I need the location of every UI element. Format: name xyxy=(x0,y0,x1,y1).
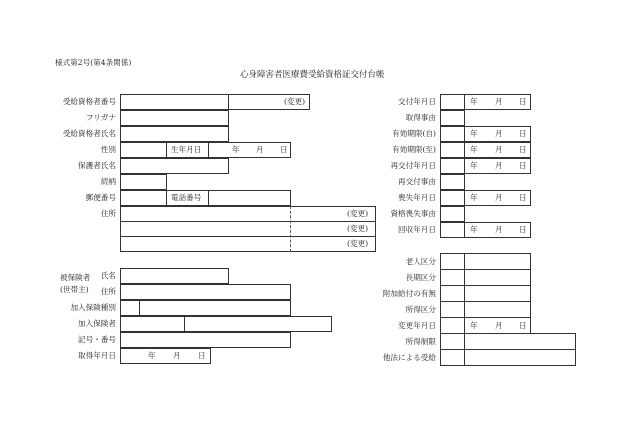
income-class-field[interactable] xyxy=(440,301,531,318)
birthdate-month-unit: 月 xyxy=(256,145,264,154)
furigana-field[interactable] xyxy=(120,110,229,126)
valid-from-label: 有効期限(自) xyxy=(392,129,436,138)
income-limit-label: 所得制限 xyxy=(405,337,436,346)
divider xyxy=(208,142,209,158)
reissue-year-unit: 年 xyxy=(470,161,478,170)
divider xyxy=(166,142,167,158)
divider xyxy=(464,349,465,366)
long-term-label: 長期区分 xyxy=(405,273,436,282)
insured-address-field[interactable] xyxy=(120,284,291,300)
change-month-unit: 月 xyxy=(495,321,503,330)
divider xyxy=(464,126,465,142)
divider xyxy=(464,317,465,334)
divider xyxy=(464,269,465,286)
page-title: 心身障害者医療費受給資格証交付台帳 xyxy=(240,70,385,80)
recipient-number-label: 受給資格者番号 xyxy=(62,97,116,106)
reissue-month-unit: 月 xyxy=(495,161,503,170)
acquired-month-unit: 月 xyxy=(173,351,181,360)
loss-day-unit: 日 xyxy=(519,193,527,202)
divider xyxy=(464,142,465,158)
loss-date-label: 喪失年月日 xyxy=(398,193,436,202)
issue-day-unit: 日 xyxy=(519,97,527,106)
recipient-number-field[interactable] xyxy=(120,94,310,110)
issue-date-label: 交付年月日 xyxy=(398,97,436,106)
reissue-reason-field[interactable] xyxy=(440,174,465,190)
change-day-unit: 日 xyxy=(519,321,527,330)
insured-address-label: 住所 xyxy=(100,287,116,296)
symbol-number-field[interactable] xyxy=(120,332,291,348)
insurance-type-label: 加入保険種別 xyxy=(70,303,116,312)
recipient-number-change: (変更) xyxy=(284,97,306,106)
address-change-1: (変更) xyxy=(347,209,369,218)
other-law-label: 他法による受給 xyxy=(382,353,436,362)
issue-date-field[interactable] xyxy=(440,94,531,110)
loss-month-unit: 月 xyxy=(495,193,503,202)
additional-benefit-label: 附加給付の有無 xyxy=(382,289,436,298)
elderly-field[interactable] xyxy=(440,253,531,270)
reissue-date-field[interactable] xyxy=(440,158,531,174)
divider xyxy=(464,285,465,302)
relationship-label: 続柄 xyxy=(100,177,116,186)
issue-month-unit: 月 xyxy=(495,97,503,106)
postal-phone-row xyxy=(120,190,291,206)
address-change-3: (変更) xyxy=(347,239,369,248)
change-date-label: 変更年月日 xyxy=(398,321,436,330)
valid-to-field[interactable] xyxy=(440,142,531,158)
change-year-unit: 年 xyxy=(470,321,478,330)
income-limit-field[interactable] xyxy=(440,333,576,350)
collect-month-unit: 月 xyxy=(495,225,503,234)
acquired-year-unit: 年 xyxy=(148,351,156,360)
symbol-number-label: 記号・番号 xyxy=(78,335,116,344)
valid-to-month-unit: 月 xyxy=(495,145,503,154)
reissue-day-unit: 日 xyxy=(519,161,527,170)
birthdate-label: 生年月日 xyxy=(171,145,202,154)
divider xyxy=(139,300,140,316)
other-law-field[interactable] xyxy=(440,349,576,366)
change-date-field[interactable] xyxy=(440,317,531,334)
acquired-day-unit: 日 xyxy=(198,351,206,360)
insurance-type-field[interactable] xyxy=(120,300,291,316)
divider xyxy=(464,301,465,318)
insurer-field[interactable] xyxy=(120,316,332,332)
valid-from-year-unit: 年 xyxy=(470,129,478,138)
collect-year-unit: 年 xyxy=(470,225,478,234)
valid-from-month-unit: 月 xyxy=(495,129,503,138)
loss-reason-field[interactable] xyxy=(440,206,465,222)
recipient-name-field[interactable] xyxy=(120,126,229,142)
collect-day-unit: 日 xyxy=(519,225,527,234)
valid-to-label: 有効期限(至) xyxy=(392,145,436,154)
phone-label: 電話番号 xyxy=(171,193,202,202)
issue-year-unit: 年 xyxy=(470,97,478,106)
loss-year-unit: 年 xyxy=(470,193,478,202)
divider xyxy=(464,222,465,238)
divider xyxy=(184,316,185,332)
valid-from-field[interactable] xyxy=(440,126,531,142)
divider xyxy=(464,158,465,174)
elderly-label: 老人区分 xyxy=(405,257,436,266)
valid-from-day-unit: 日 xyxy=(519,129,527,138)
divider xyxy=(120,221,376,222)
divider xyxy=(228,94,229,110)
address-field[interactable] xyxy=(120,206,376,252)
divider xyxy=(464,253,465,270)
address-label: 住所 xyxy=(100,209,116,218)
reissue-reason-label: 再交付事由 xyxy=(398,177,436,186)
divider xyxy=(208,190,209,206)
acquisition-reason-field[interactable] xyxy=(440,110,465,126)
guardian-name-label: 保護者氏名 xyxy=(78,161,116,170)
divider xyxy=(464,94,465,110)
relationship-field[interactable] xyxy=(120,174,167,190)
acquired-date-label: 取得年月日 xyxy=(78,351,116,360)
additional-benefit-field[interactable] xyxy=(440,285,531,302)
insured-name-label: 氏名 xyxy=(100,271,116,280)
acquisition-reason-label: 取得事由 xyxy=(405,113,436,122)
divider xyxy=(464,333,465,350)
collect-date-field[interactable] xyxy=(440,222,531,238)
collect-date-label: 回収年月日 xyxy=(398,225,436,234)
gender-birthdate-row xyxy=(120,142,291,158)
valid-to-day-unit: 日 xyxy=(519,145,527,154)
insurer-label: 加入保険者 xyxy=(78,319,116,328)
form-number: 様式第2号(第4条関係) xyxy=(55,58,132,67)
divider xyxy=(464,190,465,206)
loss-reason-label: 資格喪失事由 xyxy=(390,209,436,218)
insured-label-line2: (世帯主) xyxy=(60,285,89,294)
recipient-name-label: 受給資格者氏名 xyxy=(62,129,116,138)
insured-name-field[interactable] xyxy=(120,268,229,284)
income-class-label: 所得区分 xyxy=(405,305,436,314)
insured-label-line1: 被保険者 xyxy=(60,273,91,282)
valid-to-year-unit: 年 xyxy=(470,145,478,154)
dashed-divider xyxy=(290,206,291,252)
birthdate-day-unit: 日 xyxy=(280,145,288,154)
address-change-2: (変更) xyxy=(347,224,369,233)
long-term-field[interactable] xyxy=(440,269,531,286)
loss-date-field[interactable] xyxy=(440,190,531,206)
gender-label: 性別 xyxy=(100,145,116,154)
birthdate-year-unit: 年 xyxy=(232,145,240,154)
divider xyxy=(120,236,376,237)
divider xyxy=(166,190,167,206)
postal-code-label: 郵便番号 xyxy=(85,193,116,202)
guardian-name-field[interactable] xyxy=(120,158,229,174)
reissue-date-label: 再交付年月日 xyxy=(390,161,436,170)
furigana-label: フリガナ xyxy=(86,113,116,122)
